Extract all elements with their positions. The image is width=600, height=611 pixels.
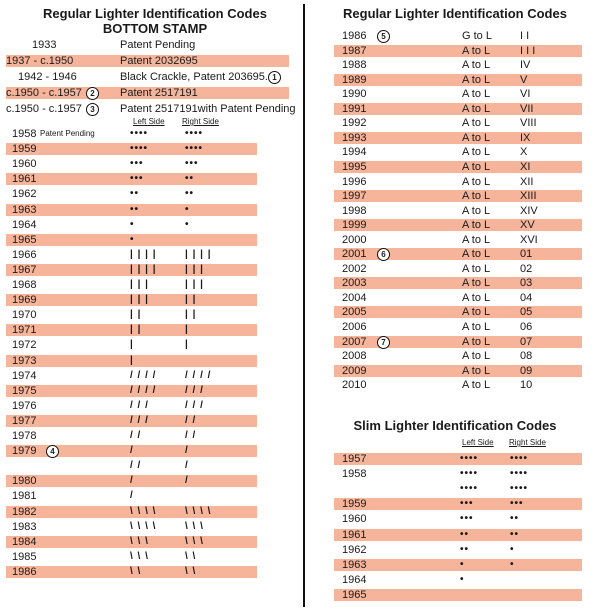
table-row xyxy=(6,158,257,170)
year-label: 2003 xyxy=(342,277,367,290)
year-label: 1981 xyxy=(12,490,37,503)
table-row xyxy=(334,306,582,318)
year-label: 1970 xyxy=(12,309,37,322)
table-row xyxy=(334,30,582,42)
date-range: A to L xyxy=(462,175,491,188)
year-label: 1974 xyxy=(12,369,37,382)
year-label: 1965 xyxy=(12,233,37,246)
roman-code: XI xyxy=(520,160,531,173)
right-side-stamp: | | | xyxy=(185,263,204,275)
table-row xyxy=(334,88,582,100)
left-side-stamp: / / xyxy=(130,460,142,472)
patent-row xyxy=(6,39,289,51)
roman-code: 03 xyxy=(520,277,533,290)
roman-code: VII xyxy=(520,102,534,115)
right-side-stamp: | | xyxy=(185,309,197,321)
bottom-stamp-subtitle: BOTTOM STAMP xyxy=(102,21,208,36)
year-label: 1975 xyxy=(12,384,37,397)
table-row xyxy=(334,453,582,465)
left-side-stamp: ••• xyxy=(460,513,474,525)
date-range: A to L xyxy=(462,306,491,319)
date-range: A to L xyxy=(462,204,491,217)
year-label: 1968 xyxy=(12,279,37,291)
right-side-stamp: / / / xyxy=(185,399,204,411)
right-side-stamp: • xyxy=(185,218,190,230)
right-side-stamp: •••• xyxy=(510,468,529,480)
table-row xyxy=(334,219,582,231)
year-label: 1997 xyxy=(342,190,367,203)
left-side-stamp: / / / / xyxy=(130,369,157,381)
table-row xyxy=(6,188,257,200)
roman-code: 09 xyxy=(520,364,533,377)
year-label: 1958 xyxy=(12,128,37,140)
patent-year: 1942 - 1946 xyxy=(18,71,77,83)
right-side-stamp: •• xyxy=(510,528,520,540)
left-side-stamp: ••• xyxy=(460,498,474,510)
table-row xyxy=(6,400,257,412)
right-side-stamp: •••• xyxy=(510,453,529,464)
right-side-stamp: \ \ xyxy=(185,565,197,577)
year-label: 1991 xyxy=(342,102,367,115)
right-side-stamp: \ \ xyxy=(185,550,197,562)
table-row xyxy=(334,146,582,158)
right-side-stamp: •• xyxy=(510,513,520,525)
year-label: 1988 xyxy=(342,59,367,72)
table-row xyxy=(334,103,582,115)
roman-code: 07 xyxy=(520,335,533,348)
patent-text: Patent Pending xyxy=(120,39,196,51)
left-side-stamp: \ \ \ \ xyxy=(130,505,157,517)
right-side-stamp: / / xyxy=(185,430,197,441)
date-range: A to L xyxy=(462,160,491,173)
patent-pending-note: Patent Pending xyxy=(40,129,95,138)
year-label: 1992 xyxy=(342,117,367,130)
left-side-stamp: / xyxy=(130,490,134,502)
year-label: 1964 xyxy=(12,218,37,231)
patent-year: 1933 xyxy=(32,39,57,51)
year-label: 1995 xyxy=(342,160,367,173)
right-side-stamp: \ \ \ xyxy=(185,535,204,547)
right-side-stamp: •••• xyxy=(510,483,529,495)
right-side-stamp: / / xyxy=(185,414,197,426)
table-row xyxy=(6,339,257,351)
year-label: 1996 xyxy=(342,175,367,188)
roman-code: 02 xyxy=(520,262,533,275)
note-badge: 6 xyxy=(377,248,390,261)
note-badge: 1 xyxy=(268,71,281,84)
year-label: 1958 xyxy=(342,468,367,481)
note-badge: 4 xyxy=(46,445,59,458)
year-label: 2006 xyxy=(342,321,367,333)
roman-code: VIII xyxy=(520,117,537,130)
date-range: A to L xyxy=(462,379,491,392)
column-divider xyxy=(303,4,305,607)
table-row xyxy=(6,264,257,276)
table-row xyxy=(6,173,257,185)
right-side-stamp: / xyxy=(185,475,189,487)
table-row xyxy=(6,506,257,518)
year-label: 1963 xyxy=(342,558,367,571)
right-side-stamp: • xyxy=(510,543,515,555)
year-label: 1965 xyxy=(342,588,367,601)
table-row xyxy=(334,589,582,601)
date-range: A to L xyxy=(462,350,491,363)
date-range: A to L xyxy=(462,233,491,246)
table-row xyxy=(334,365,582,377)
left-side-stamp: / / / xyxy=(130,414,149,426)
year-label: 1989 xyxy=(342,73,367,86)
date-range: A to L xyxy=(462,131,491,144)
year-label: 1959 xyxy=(12,143,37,156)
left-side-stamp: / / / / xyxy=(130,384,157,396)
left-side-stamp: | | xyxy=(130,309,142,321)
left-side-stamp: / / / xyxy=(130,399,149,411)
patent-row xyxy=(6,87,289,99)
table-row xyxy=(334,483,582,495)
left-side-stamp: •••• xyxy=(130,143,149,155)
date-range: A to L xyxy=(462,117,491,130)
table-row xyxy=(6,445,257,457)
table-row xyxy=(6,309,257,321)
table-row xyxy=(334,513,582,525)
note-badge: 7 xyxy=(377,336,390,349)
year-label: 1983 xyxy=(12,520,37,533)
patent-text: Patent 2032695 xyxy=(120,55,198,67)
right-side-stamp: \ \ \ \ xyxy=(185,505,212,517)
left-side-stamp: | | | xyxy=(130,279,149,290)
left-side-stamp: \ \ \ xyxy=(130,535,149,547)
table-row xyxy=(6,143,257,155)
table-row xyxy=(6,490,257,502)
left-title: Regular Lighter Identification Codes xyxy=(43,6,267,21)
year-label: 2005 xyxy=(342,306,367,319)
table-row xyxy=(334,248,582,260)
year-label: 1957 xyxy=(342,453,367,465)
right-side-stamp: •••• xyxy=(185,128,204,139)
year-label: 1998 xyxy=(342,204,367,217)
year-label: 1980 xyxy=(12,475,37,488)
table-row xyxy=(6,294,257,306)
left-side-stamp: •• xyxy=(460,528,470,540)
patent-year: c.1950 - c.1957 xyxy=(6,103,82,115)
left-side-stamp: \ \ xyxy=(130,565,142,577)
right-side-stamp: / xyxy=(185,460,189,472)
year-label: 1960 xyxy=(342,513,367,526)
patent-year: 1937 - c.1950 xyxy=(6,55,74,67)
left-side-stamp: / xyxy=(130,475,134,487)
year-label: 1993 xyxy=(342,131,367,144)
year-label: 1973 xyxy=(12,354,37,367)
table-row xyxy=(334,263,582,275)
left-side-stamp: • xyxy=(130,218,135,230)
table-row xyxy=(6,521,257,533)
year-label: 1977 xyxy=(12,414,37,427)
right-side-stamp: \ \ \ xyxy=(185,520,204,532)
left-side-stamp: • xyxy=(460,558,465,570)
left-side-stamp: •• xyxy=(130,203,140,215)
patent-row xyxy=(6,71,289,83)
roman-code: 10 xyxy=(520,379,533,392)
right-side-stamp: •• xyxy=(185,173,195,185)
year-label: 2004 xyxy=(342,291,367,304)
slim-left-side-header: Left Side xyxy=(462,438,494,447)
table-row xyxy=(334,176,582,188)
table-row xyxy=(6,355,257,367)
year-label: 1969 xyxy=(12,294,37,307)
slim-right-side-header: Right Side xyxy=(509,438,546,447)
left-side-stamp: •• xyxy=(460,543,470,555)
year-label: 1962 xyxy=(342,543,367,556)
left-side-stamp: | xyxy=(130,354,134,366)
year-label: 1990 xyxy=(342,88,367,101)
table-row xyxy=(334,117,582,129)
year-label: 1972 xyxy=(12,339,37,352)
table-row xyxy=(334,379,582,391)
right-side-stamp: | | | | xyxy=(185,248,212,260)
right-side-stamp: • xyxy=(510,558,515,570)
left-side-stamp: ••• xyxy=(130,158,144,170)
table-row xyxy=(334,544,582,556)
table-row xyxy=(6,279,257,291)
date-range: A to L xyxy=(462,102,491,115)
roman-code: IX xyxy=(520,131,531,144)
left-side-stamp: ••• xyxy=(130,173,144,185)
year-label: 1982 xyxy=(12,505,37,518)
year-label: 1962 xyxy=(12,188,37,201)
roman-code: I I xyxy=(520,30,530,42)
date-range: A to L xyxy=(462,59,491,72)
left-side-stamp: •••• xyxy=(460,468,479,480)
date-range: A to L xyxy=(462,190,491,203)
year-label: 2002 xyxy=(342,262,367,275)
table-row xyxy=(334,190,582,202)
left-side-stamp: | | | | xyxy=(130,263,157,275)
patent-text: Patent 2517191 xyxy=(120,87,198,99)
table-row xyxy=(6,430,257,442)
date-range: G to L xyxy=(462,30,492,42)
left-side-stamp: / / xyxy=(130,430,142,441)
year-label: 1963 xyxy=(12,203,37,216)
roman-code: XIV xyxy=(520,204,538,217)
date-range: A to L xyxy=(462,219,491,232)
year-label: 2009 xyxy=(342,364,367,377)
date-range: A to L xyxy=(462,277,491,290)
roman-code: V xyxy=(520,73,528,86)
table-row xyxy=(334,132,582,144)
table-row xyxy=(334,559,582,571)
year-label: 1994 xyxy=(342,146,367,159)
right-side-stamp: | xyxy=(185,339,189,351)
table-row xyxy=(334,74,582,86)
date-range: A to L xyxy=(462,248,491,261)
left-side-stamp: •• xyxy=(130,188,140,200)
date-range: A to L xyxy=(462,88,491,101)
patent-text: Patent 2517191with Patent Pending xyxy=(120,103,296,115)
date-range: A to L xyxy=(462,44,491,57)
date-range: A to L xyxy=(462,262,491,275)
table-row xyxy=(334,529,582,541)
year-label: 1971 xyxy=(12,324,37,337)
right-side-stamp: | | | xyxy=(185,279,204,290)
right-side-stamp: •••• xyxy=(185,143,204,155)
date-range: A to L xyxy=(462,321,491,333)
date-range: A to L xyxy=(462,364,491,377)
left-side-stamp: •••• xyxy=(130,128,149,139)
left-side-stamp: • xyxy=(460,573,465,585)
table-row xyxy=(6,234,257,246)
table-row xyxy=(6,204,257,216)
left-side-stamp: • xyxy=(130,233,135,245)
roman-code: I I I xyxy=(520,44,536,57)
note-badge: 5 xyxy=(377,30,390,43)
year-label: 1964 xyxy=(342,573,367,586)
year-label: 2000 xyxy=(342,233,367,246)
note-badge: 2 xyxy=(86,87,99,100)
table-row xyxy=(334,350,582,362)
table-row xyxy=(6,536,257,548)
year-label: 1999 xyxy=(342,219,367,232)
table-row xyxy=(6,128,257,140)
roman-code: 01 xyxy=(520,248,533,261)
right-side-stamp: / / / / xyxy=(185,369,212,381)
year-label: 1959 xyxy=(342,498,367,511)
roman-code: XV xyxy=(520,219,535,232)
right-title: Regular Lighter Identification Codes xyxy=(343,6,567,21)
table-row xyxy=(6,460,257,472)
slim-title: Slim Lighter Identification Codes xyxy=(353,418,557,433)
right-side-stamp: | xyxy=(185,324,189,336)
year-label: 1986 xyxy=(342,30,367,42)
table-row xyxy=(334,45,582,57)
table-row xyxy=(334,336,582,348)
table-row xyxy=(334,205,582,217)
note-badge: 3 xyxy=(86,103,99,116)
table-row xyxy=(6,475,257,487)
table-row xyxy=(6,324,257,336)
roman-code: XIII xyxy=(520,190,537,203)
left-side-stamp: | | | | xyxy=(130,248,157,260)
table-row xyxy=(334,321,582,333)
left-side-stamp: •••• xyxy=(460,483,479,495)
date-range: A to L xyxy=(462,291,491,304)
year-label: 1960 xyxy=(12,158,37,171)
left-side-stamp: / xyxy=(130,445,134,457)
right-side-header: Right Side xyxy=(182,117,219,126)
left-side-stamp: \ \ \ \ xyxy=(130,520,157,532)
year-label: 1961 xyxy=(342,528,367,541)
roman-code: VI xyxy=(520,88,531,101)
table-row xyxy=(334,468,582,480)
year-label: 1961 xyxy=(12,173,37,186)
patent-text: Black Crackle, Patent 203695. xyxy=(120,71,268,83)
table-row xyxy=(334,574,582,586)
year-label: 1978 xyxy=(12,430,37,442)
roman-code: 08 xyxy=(520,350,533,363)
year-label: 2008 xyxy=(342,350,367,363)
year-label: 1976 xyxy=(12,399,37,412)
right-side-stamp: ••• xyxy=(510,498,524,510)
year-label: 1987 xyxy=(342,44,367,57)
year-label: 2007 xyxy=(342,335,367,348)
table-row xyxy=(334,498,582,510)
left-side-stamp: | xyxy=(130,339,134,351)
year-label: 1979 xyxy=(12,445,37,458)
roman-code: 04 xyxy=(520,291,533,304)
date-range: A to L xyxy=(462,73,491,86)
roman-code: XVI xyxy=(520,233,538,246)
year-label: 1984 xyxy=(12,535,37,548)
year-label: 1985 xyxy=(12,550,37,563)
patent-row xyxy=(6,55,289,67)
left-side-stamp: \ \ \ xyxy=(130,550,149,562)
right-side-stamp: •• xyxy=(185,188,195,200)
table-row xyxy=(6,551,257,563)
roman-code: 05 xyxy=(520,306,533,319)
right-side-stamp: • xyxy=(185,203,190,215)
date-range: A to L xyxy=(462,146,491,159)
left-side-header: Left Side xyxy=(133,117,165,126)
roman-code: IV xyxy=(520,59,531,72)
year-label: 2010 xyxy=(342,379,367,392)
patent-year: c.1950 - c.1957 xyxy=(6,87,82,99)
patent-row xyxy=(6,103,296,115)
table-row xyxy=(6,219,257,231)
roman-code: XII xyxy=(520,175,534,188)
table-row xyxy=(6,385,257,397)
year-label: 1967 xyxy=(12,263,37,276)
roman-code: 06 xyxy=(520,321,533,333)
table-row xyxy=(334,277,582,289)
table-row xyxy=(334,234,582,246)
table-row xyxy=(334,161,582,173)
left-side-stamp: | | | xyxy=(130,294,149,306)
year-label: 1966 xyxy=(12,248,37,261)
right-side-stamp: / / / xyxy=(185,384,204,396)
table-row xyxy=(334,292,582,304)
table-row xyxy=(6,566,257,578)
roman-code: X xyxy=(520,146,528,159)
table-row xyxy=(6,370,257,382)
right-side-stamp: / xyxy=(185,445,189,457)
date-range: A to L xyxy=(462,335,491,348)
left-side-stamp: •••• xyxy=(460,453,479,464)
right-side-stamp: | | xyxy=(185,294,197,306)
table-row xyxy=(334,59,582,71)
table-row xyxy=(6,249,257,261)
left-side-stamp: | | xyxy=(130,324,142,336)
year-label: 1986 xyxy=(12,565,37,578)
right-side-stamp: ••• xyxy=(185,158,199,170)
year-label: 2001 xyxy=(342,248,367,261)
table-row xyxy=(6,415,257,427)
